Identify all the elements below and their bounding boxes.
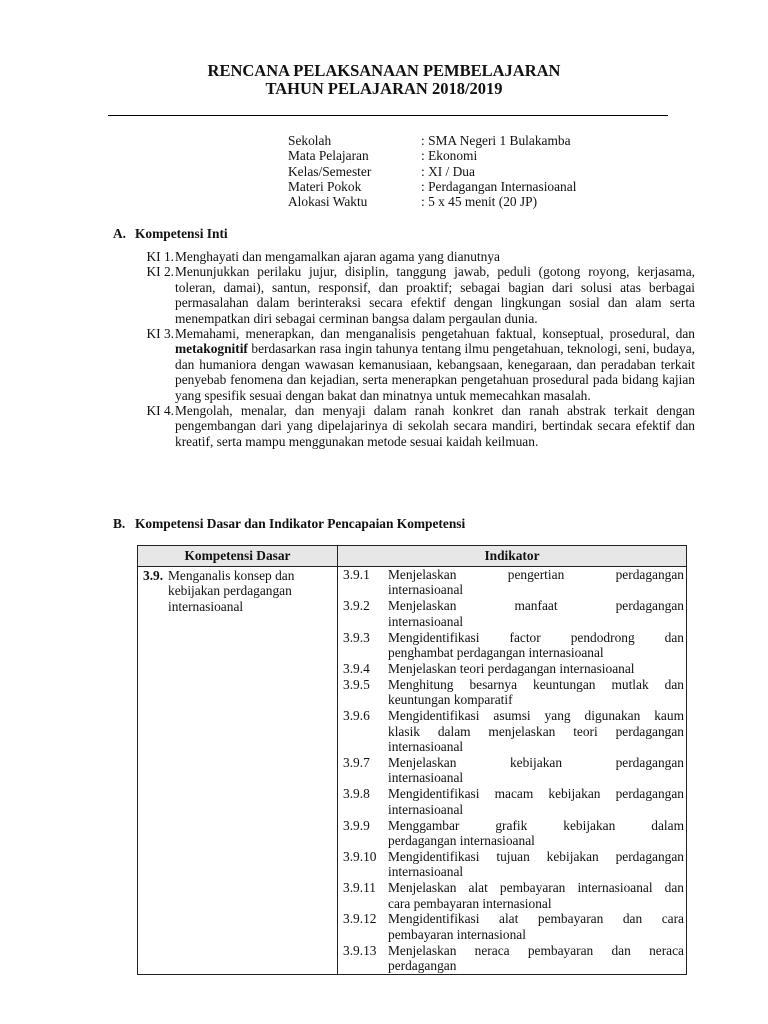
identity-value: : Ekonomi [421,148,478,164]
title-line-2: TAHUN PELAJARAN 2018/2019 [265,79,503,98]
indicator-text [388,567,684,598]
list-item [128,326,695,403]
list-item [128,249,695,264]
indicator-item [338,755,686,786]
indicator-item [338,708,686,754]
indicator-number: 3.9.4 [343,660,370,676]
indicator-text-rest: perdagangan internasioanal [388,832,535,848]
column-header: Indikator [338,546,687,567]
indicator-text-line: Menjelaskan alat pembayaran internasioanal dan [388,880,684,896]
indicator-text [388,755,684,786]
title-divider [108,115,668,116]
indicator-text [388,911,684,942]
ki-text: Menunjukkan perilaku jujur, disiplin, tanggung jawab, peduli (gotong royong, kerjasama, toleran, damai), santun, responsif, dan proaktif; sebagai bagian dari solusi atas berbagai permasalahan dalam berinteraksi secara efektif dengan lingkungan sosial dan alam serta menempatkan diri sebagai cerminan bangsa dalam pergaulan dunia. [175,264,695,326]
indicator-number: 3.9.5 [343,676,370,692]
indicator-text-rest: internasioanal [388,770,464,786]
indicator-item [338,677,686,708]
ki-text-part: berdasarkan rasa ingin tahunya tentang ilmu pengetahuan, teknologi, seni, budaya, dan humaniora dengan wawasan kemanusiaan, kebangsaan, kenegaraan, dan peradaban terkait penyebab fenomena dan kejadian, serta menerapkan pengetahuan prosedural pada bidang kajian yang spesifik sesuai dengan bakat dan minatnya untuk memecahkan masalah. [175,341,695,403]
section-title: Kompetensi Dasar dan Indikator Pencapaian Kompetensi [135,516,466,531]
indicator-text-rest: klasik dalam menjelaskan teori perdagangan internasioanal [388,723,684,754]
indicator-text-rest: internasioanal [388,613,464,629]
indicator-text-line: Menghitung besarnya keuntungan mutlak dan [388,676,684,692]
column-header: Kompetensi Dasar [138,546,338,567]
indicator-text [388,786,684,817]
indicator-text-line: Mengidentifikasi macam kebijakan perdagangan [388,786,684,802]
identity-row [288,164,576,179]
indicator-item [338,849,686,880]
document-title [0,62,768,98]
indicator-text-rest: keuntungan komparatif [388,692,513,708]
indicator-text-rest: pembayaran internasional [388,926,526,942]
indicator-text-line: Menggambar grafik kebijakan dalam [388,817,684,833]
indicator-item [338,911,686,942]
title-line-1: RENCANA PELAKSANAAN PEMBELAJARAN [207,61,561,80]
table-row [138,567,687,975]
indicator-item [338,943,686,974]
indicator-text [388,708,684,754]
identity-row [288,148,576,163]
identity-row [288,179,576,194]
indicator-number: 3.9.10 [343,848,377,864]
identity-key: Kelas/Semester [288,163,372,179]
indicator-text [388,661,684,676]
identity-key: Mata Pelajaran [288,148,369,164]
indicator-text [388,677,684,708]
identity-row [288,194,576,209]
kd-cell [138,567,338,975]
indicator-item [338,880,686,911]
indicator-item [338,786,686,817]
section-title: Kompetensi Inti [135,226,228,241]
ki-text: Menghayati dan mengamalkan ajaran agama yang dianutnya [175,249,500,264]
indicator-text-line: Mengidentifikasi factor pendodrong dan [388,629,684,645]
ki-text-part: Memahami, menerapkan, dan menganalisis pengetahuan faktual, konseptual, prosedural, dan [175,326,695,342]
indicator-item [338,661,686,676]
indicator-text-line: Mengidentifikasi alat pembayaran dan cara [388,911,684,927]
ki-number: KI 3. [146,326,174,342]
ki-text-bold: metakognitif [175,341,248,357]
indicator-number: 3.9.6 [343,708,370,724]
kompetensi-inti-list [128,249,695,449]
section-a-heading [113,226,228,241]
indicator-text-line: Mengidentifikasi asumsi yang digunakan kaum [388,708,684,724]
section-letter: A. [113,226,127,241]
indicator-text [388,630,684,661]
indicator-number: 3.9.3 [343,629,370,645]
indicator-number: 3.9.12 [343,911,377,927]
indicator-text-rest: internasioanal [388,864,464,880]
indicator-item [338,630,686,661]
indicator-number: 3.9.9 [343,817,370,833]
indicator-list [338,567,686,974]
indicator-number: 3.9.8 [343,786,370,802]
indicator-text-rest: internasioanal [388,582,464,598]
indicator-number: 3.9.2 [343,598,370,614]
indicator-cell [338,567,687,975]
section-letter: B. [113,516,126,531]
indicator-text-line: Menjelaskan kebijakan perdagangan [388,754,684,770]
indicator-number: 3.9.7 [343,754,370,770]
indicator-text [388,849,684,880]
indicator-text-rest: penghambat perdagangan internasioanal [388,645,604,661]
list-item [128,264,695,326]
indicator-text-line: Menjelaskan pengertian perdagangan [388,567,684,582]
identity-key: Materi Pokok [288,178,362,194]
indicator-item [338,567,686,598]
indicator-number: 3.9.11 [343,880,376,896]
ki-text: Mengolah, menalar, dan menyaji dalam ranah konkret dan ranah abstrak terkait dengan pengembangan dari yang dipelajarinya di sekolah secara mandiri, bertindak secara efektif dan kreatif, serta mampu menggunakan metode sesuai kaidah keilmuan. [175,403,695,449]
list-item [128,403,695,449]
identity-row [288,133,576,148]
indicator-text-line: Menjelaskan neraca pembayaran dan neraca [388,942,684,958]
table-header-row [138,546,687,567]
indicator-text-rest: internasioanal [388,801,464,817]
ki-number: KI 2. [146,264,174,280]
indicator-text-rest: cara pembayaran internasional [388,895,552,911]
ki-number: KI 1. [146,249,174,264]
identity-key: Alokasi Waktu [288,194,368,210]
ki-text [174,326,695,403]
identity-value: : SMA Negeri 1 Bulakamba [421,133,571,148]
identity-key: Sekolah [288,133,332,148]
identity-value: : 5 x 45 menit (20 JP) [421,194,538,210]
indicator-text [388,943,684,974]
indicator-text [388,880,684,911]
identity-table [288,133,576,209]
indicator-text-line: Menjelaskan manfaat perdagangan [388,598,684,614]
section-b-heading [113,516,465,531]
indicator-number: 3.9.1 [343,567,370,582]
indicator-item [338,598,686,629]
kd-number: 3.9. [143,568,164,583]
indicator-text-line: Menjelaskan teori perdagangan internasioanal [388,660,635,676]
identity-value: : Perdagangan Internasioanal [421,178,577,194]
indicator-text [388,598,684,629]
ki-number: KI 4. [146,403,174,419]
indicator-text [388,818,684,849]
indicator-text-line: Mengidentifikasi tujuan kebijakan perdagangan [388,848,684,864]
kd-indicator-table [137,545,687,975]
indicator-text-rest: perdagangan [388,958,457,974]
indicator-item [338,818,686,849]
kd-text: Menganalis konsep dan kebijakan perdagangan internasioanal [168,568,295,614]
indicator-number: 3.9.13 [343,942,377,958]
identity-value: : XI / Dua [421,163,475,179]
